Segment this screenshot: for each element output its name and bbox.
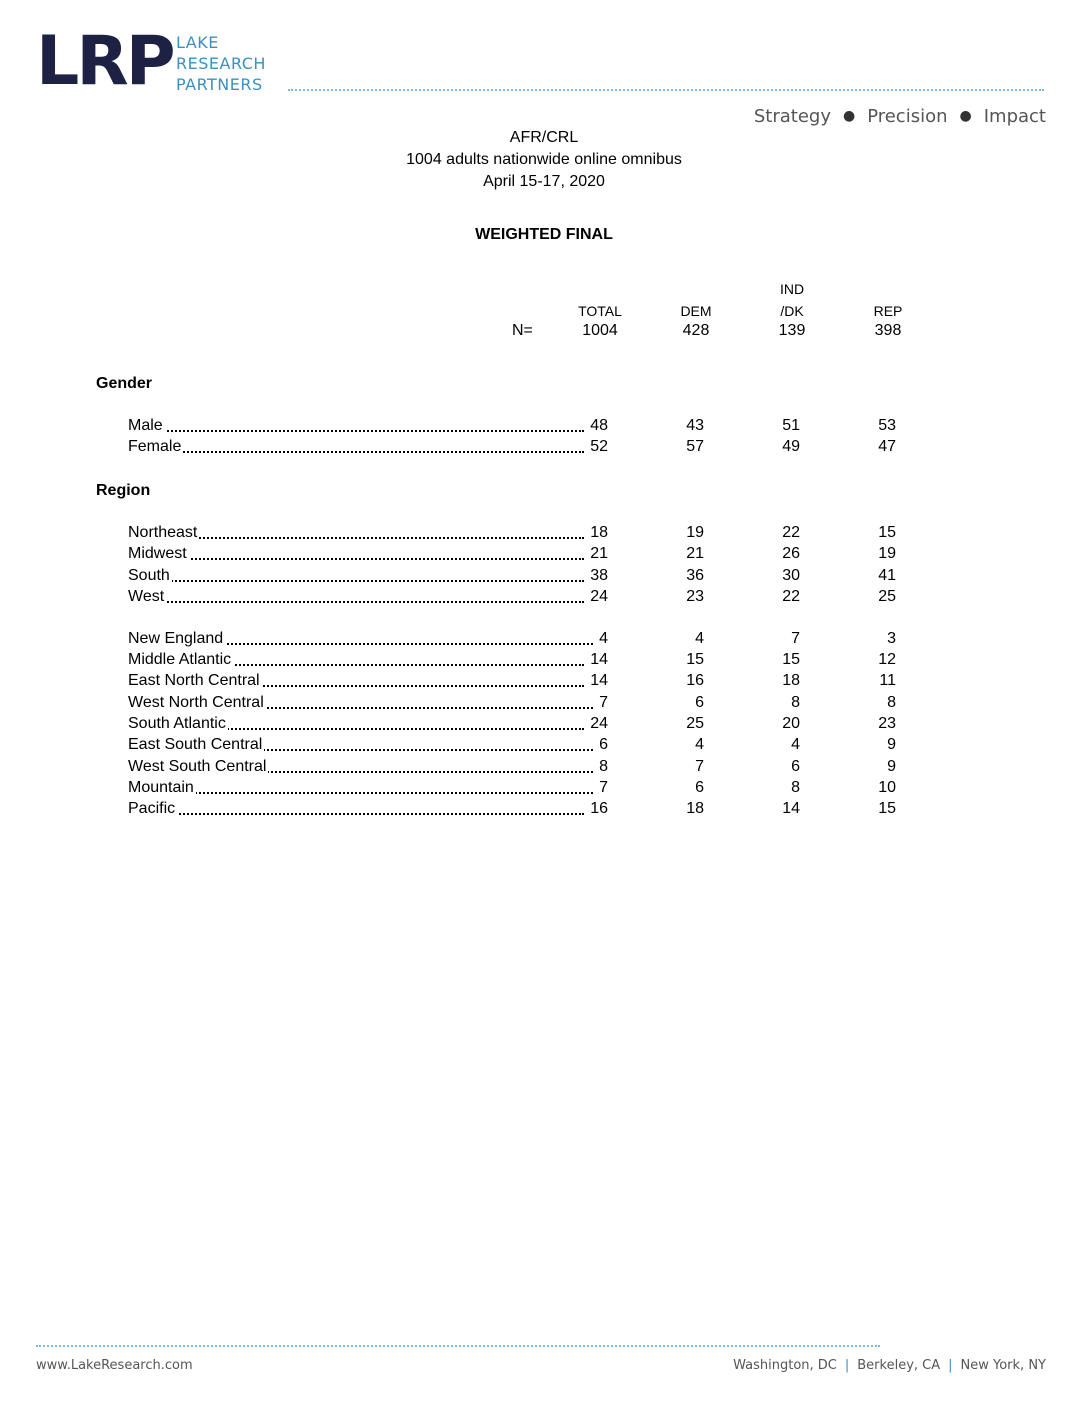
dot-leader (128, 813, 584, 815)
cell-dem: 19 (686, 524, 704, 541)
footer-divider (36, 1345, 880, 1347)
tagline-impact: Impact (983, 106, 1046, 127)
bullet-icon: ● (959, 108, 972, 124)
row-label-text: East South Central (128, 736, 263, 753)
doc-title: AFR/CRL (509, 129, 579, 146)
row-label (128, 417, 584, 435)
cell-dem: 6 (695, 694, 704, 711)
cell-total: 7 (599, 694, 608, 711)
table-row (0, 694, 1088, 714)
cell-rep: 10 (878, 779, 896, 796)
cell-total: 8 (599, 758, 608, 775)
cell-total: 14 (590, 651, 608, 668)
row-label-text: Male (128, 417, 163, 434)
cell-ind: 8 (791, 779, 800, 796)
table-row (0, 588, 1088, 608)
cell-total: 18 (590, 524, 608, 541)
row-label-text: Northeast (128, 524, 198, 541)
office-newyork: New York, NY (960, 1358, 1046, 1373)
row-label (128, 438, 584, 456)
cell-rep: 12 (878, 651, 896, 668)
cell-ind: 8 (791, 694, 800, 711)
table-row (0, 715, 1088, 735)
header-divider (288, 89, 1044, 91)
cell-rep: 15 (878, 524, 896, 541)
cell-rep: 47 (878, 438, 896, 455)
row-label (128, 672, 584, 690)
row-label (128, 736, 593, 754)
row-label (128, 758, 593, 776)
cell-dem: 6 (695, 779, 704, 796)
cell-dem: 4 (695, 630, 704, 647)
bullet-icon: ● (842, 108, 856, 124)
cell-total: 4 (599, 630, 608, 647)
row-label-text: Middle Atlantic (128, 651, 232, 668)
cell-dem: 43 (686, 417, 704, 434)
row-label-text: South Atlantic (128, 715, 226, 732)
cell-dem: 21 (686, 545, 704, 562)
dot-leader (128, 792, 593, 794)
cell-ind: 15 (782, 651, 800, 668)
cell-ind: 7 (791, 630, 800, 647)
cell-total: 48 (590, 417, 608, 434)
logo-word: PARTNERS (176, 75, 263, 94)
cell-ind: 26 (782, 545, 800, 562)
row-label-text: West (128, 588, 165, 605)
row-label (128, 694, 593, 712)
row-label (128, 567, 584, 585)
cell-ind: 14 (782, 800, 800, 817)
cell-ind: 49 (782, 438, 800, 455)
separator: | (948, 1358, 953, 1373)
n-rep: 398 (874, 322, 902, 339)
row-label (128, 715, 584, 733)
table-row (0, 672, 1088, 692)
col-header-rep: REP (873, 303, 903, 319)
table-row (0, 779, 1088, 799)
table-row (0, 800, 1088, 820)
cell-rep: 11 (879, 672, 896, 689)
cell-total: 52 (590, 438, 608, 455)
row-label (128, 651, 584, 669)
row-label-text: South (128, 567, 170, 584)
col-header-ind-line1: IND (779, 281, 805, 297)
separator: | (844, 1358, 850, 1373)
col-header-dem: DEM (680, 303, 712, 319)
section-title: Gender (96, 375, 153, 392)
office-washington: Washington, DC (733, 1358, 837, 1373)
tagline-precision: Precision (867, 106, 948, 127)
table-row (0, 630, 1088, 650)
footer-website: www.LakeResearch.com (36, 1358, 193, 1373)
row-label (128, 779, 593, 797)
dot-leader (128, 451, 584, 453)
logo-word: LAKE (176, 33, 219, 52)
cell-rep: 3 (887, 630, 896, 647)
dot-leader (128, 558, 584, 560)
cell-rep: 41 (878, 567, 896, 584)
cell-total: 14 (590, 672, 608, 689)
row-label-text: West North Central (128, 694, 264, 711)
table-row (0, 567, 1088, 587)
cell-dem: 7 (695, 758, 704, 775)
row-label-text: New England (128, 630, 224, 647)
cell-dem: 57 (686, 438, 704, 455)
cell-ind: 4 (791, 736, 800, 753)
row-label-text: West South Central (128, 758, 267, 775)
office-berkeley: Berkeley, CA (857, 1358, 941, 1373)
cell-dem: 15 (686, 651, 704, 668)
cell-ind: 51 (782, 417, 800, 434)
row-label (128, 545, 584, 563)
cell-dem: 25 (686, 715, 704, 732)
cell-ind: 20 (782, 715, 800, 732)
row-label-text: Pacific (128, 800, 176, 817)
cell-rep: 25 (878, 588, 896, 605)
cell-total: 24 (590, 715, 608, 732)
dot-leader (128, 430, 584, 432)
cell-ind: 6 (791, 758, 800, 775)
table-row (0, 524, 1088, 544)
cell-dem: 36 (686, 567, 704, 584)
cell-ind: 22 (782, 524, 800, 541)
n-ind: 139 (778, 322, 806, 339)
n-dem: 428 (682, 322, 710, 339)
row-label-text: Midwest (128, 545, 187, 562)
table-row (0, 651, 1088, 671)
cell-total: 38 (590, 567, 608, 584)
section-title: Region (96, 482, 151, 499)
logo-mark: LRP (36, 22, 173, 101)
n-total: 1004 (582, 322, 618, 339)
row-label (128, 588, 584, 606)
doc-date: April 15-17, 2020 (483, 173, 605, 190)
cell-rep: 9 (887, 758, 896, 775)
row-label (128, 800, 584, 818)
logo-words (176, 32, 266, 95)
doc-subtitle: WEIGHTED FINAL (475, 226, 613, 243)
cell-total: 16 (590, 800, 608, 817)
dot-leader (128, 601, 584, 603)
table-row (0, 545, 1088, 565)
table-row (0, 417, 1088, 437)
row-label-text: Mountain (128, 779, 194, 796)
table-row (0, 736, 1088, 756)
cell-rep: 8 (887, 694, 896, 711)
cell-total: 24 (590, 588, 608, 605)
cell-ind: 18 (782, 672, 800, 689)
cell-total: 21 (590, 545, 608, 562)
row-label-text: Female (128, 438, 182, 455)
cell-dem: 23 (686, 588, 704, 605)
tagline (754, 106, 1046, 127)
logo-word: RESEARCH (176, 54, 266, 73)
table-row (0, 438, 1088, 458)
cell-total: 6 (599, 736, 608, 753)
row-label (128, 630, 593, 648)
col-header-ind-line2: /DK (780, 303, 804, 319)
col-header-total: TOTAL (578, 303, 622, 319)
dot-leader (128, 580, 584, 582)
cell-rep: 9 (887, 736, 896, 753)
cell-rep: 15 (878, 800, 896, 817)
cell-total: 7 (599, 779, 608, 796)
table-row (0, 758, 1088, 778)
cell-dem: 4 (695, 736, 704, 753)
cell-dem: 16 (686, 672, 704, 689)
cell-dem: 18 (686, 800, 704, 817)
n-label: N= (512, 322, 533, 339)
doc-description: 1004 adults nationwide online omnibus (406, 151, 682, 168)
row-label-text: East North Central (128, 672, 260, 689)
tagline-strategy: Strategy (753, 106, 831, 127)
footer-offices (733, 1358, 1046, 1373)
cell-rep: 23 (878, 715, 896, 732)
cell-rep: 19 (878, 545, 896, 562)
cell-ind: 30 (782, 567, 800, 584)
cell-ind: 22 (782, 588, 800, 605)
cell-rep: 53 (878, 417, 896, 434)
row-label (128, 524, 584, 542)
